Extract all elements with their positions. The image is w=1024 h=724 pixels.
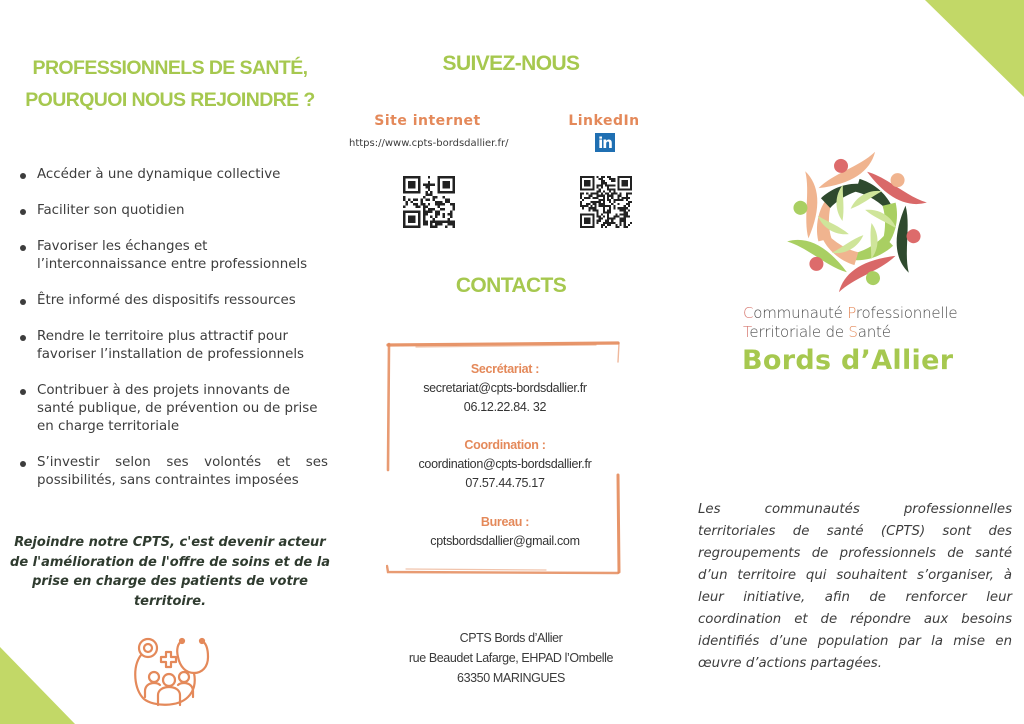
benefit-item: Accéder à une dynamique collective [18, 166, 328, 184]
join-callout: Rejoindre notre CPTS, c'est devenir acteur de l'amélioration de l'offre de soins et de la prise en charge des patients de votre territoire. [10, 535, 330, 609]
contact-email[interactable]: cptsbordsdallier@gmail.com [430, 534, 580, 548]
address-line-1: CPTS Bords d’Allier [459, 631, 563, 645]
contact-bureau [386, 513, 624, 551]
benefits-list [18, 166, 328, 508]
decorative-corner-top-right [925, 0, 1024, 97]
benefit-item: Faciliter son quotidien [18, 202, 328, 220]
website-label: Site internet [374, 113, 481, 129]
contact-secretariat [386, 360, 624, 417]
org-name-line-2: Territoriale de Santé [743, 323, 891, 341]
benefit-item: S’investir selon ses volontés et ses possibilités, sans contraintes imposées [18, 454, 328, 490]
follow-us-heading: SUIVEZ-NOUS [442, 52, 580, 75]
healthcare-team-stethoscope-icon [130, 635, 210, 710]
linkedin-label: LinkedIn [568, 113, 640, 129]
title-line-1: PROFESSIONNELS DE SANTÉ, [32, 57, 308, 79]
contact-role: Secrétariat : [470, 362, 540, 376]
contact-phone[interactable]: 07.57.44.75.17 [465, 476, 545, 490]
benefit-item: Être informé des dispositifs ressources [18, 292, 328, 310]
benefit-item: Favoriser les échanges et l’interconnaissance entre professionnels [18, 238, 328, 274]
contact-coordination [386, 436, 624, 493]
brand-name: Bords d’Allier [742, 345, 954, 376]
org-name-line-1: Communauté Professionnelle [743, 304, 958, 322]
cpts-people-circle-logo [782, 152, 932, 292]
contact-email[interactable]: coordination@cpts-bordsdallier.fr [418, 457, 592, 471]
benefit-item: Contribuer à des projets innovants de santé publique, de prévention ou de prise en charge territoriale [18, 382, 328, 436]
title-line-2: POURQUOI NOUS REJOINDRE ? [25, 89, 315, 111]
linkedin-qr-code-icon[interactable] [580, 176, 632, 228]
address-line-2: rue Beaudet Lafarge, EHPAD l’Ombelle [408, 651, 614, 665]
contact-phone[interactable]: 06.12.22.84. 32 [463, 400, 547, 414]
contacts-heading: CONTACTS [455, 274, 567, 297]
benefit-item: Rendre le territoire plus attractif pour favoriser l’installation de professionnels [18, 328, 328, 364]
website-link[interactable]: https://www.cpts-bordsdallier.fr/ [349, 138, 509, 149]
linkedin-icon[interactable]: in [595, 133, 615, 152]
contact-role: Coordination : [464, 438, 546, 452]
decorative-corner-bottom-left [0, 647, 75, 724]
address-line-3: 63350 MARINGUES [457, 671, 565, 685]
cpts-description: Les communautés professionnelles territoriales de santé (CPTS) sont des regroupements de professionnels de santé d’un territoire qui souhaitent s’organiser, à leur initiative, afin de renforcer leur coordination et de répondre aux besoins identifiés d’une population par la mise en œuvre d’actions partagées. [698, 502, 1012, 671]
website-qr-code-icon[interactable] [403, 176, 455, 228]
postal-address [370, 628, 652, 688]
contact-email[interactable]: secretariat@cpts-bordsdallier.fr [423, 381, 587, 395]
join-section-title [0, 52, 340, 116]
contact-role: Bureau : [480, 515, 530, 529]
